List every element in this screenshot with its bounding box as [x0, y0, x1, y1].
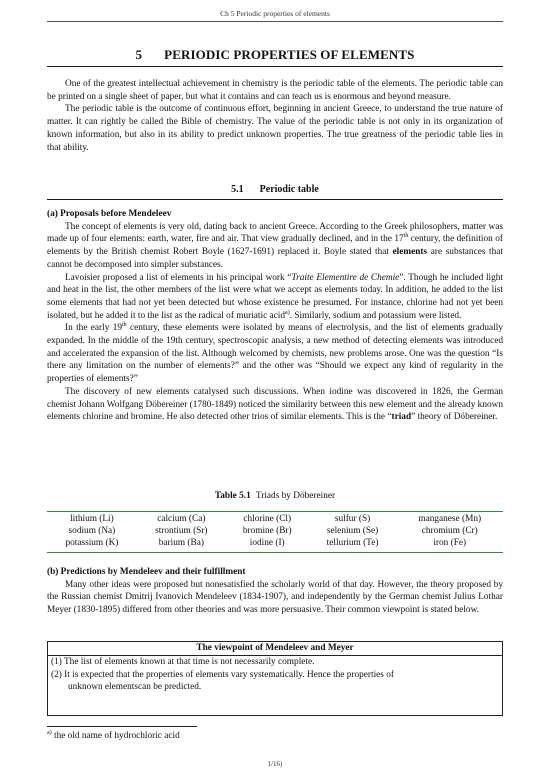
table-cell: bromine (Br)	[242, 526, 292, 537]
table-cell: tellurium (Te)	[326, 538, 379, 549]
subsection-a-heading: (a) Proposals before Mendeleev	[47, 209, 172, 219]
section-title: Periodic table	[259, 184, 319, 195]
chapter-number: 5	[135, 47, 143, 62]
intro-paragraph-1: One of the greatest intellectual achievement in chemistry is the periodic table of the elements. The periodic table can be printed on a single sheet of paper, but what it contains and can teach us is enormous and beyond measure.	[47, 79, 503, 102]
intro-paragraph-2: The periodic table is the outcome of continuous effort, beginning in ancient Greece, to understand the true nature of matter. It can rightly be called the Bible of chemistry. The value of the periodic table is not only in its organization of known information, but also in its ability to predict unknown properties. The true greatness of the periodic table lies in that ability.	[47, 104, 503, 153]
table-cell: manganese (Mn)	[418, 514, 482, 524]
subsection-a-text	[47, 208, 503, 424]
table-caption	[47, 491, 503, 501]
table-bottom-rule	[47, 552, 503, 553]
table-caption-text: Triads by Döbereiner	[255, 491, 336, 501]
subsection-b-paragraph-1: Many other ideas were proposed but nonesatisfied the scholarly world of that day. However, the theory proposed by the Russian chemist Dmitrij Ivanovich Mendeleev (1834-1907), and independently by the German chemist Julius Lothar Meyer (1830-1895) differed from other theories and was more persuasive. Their common viewpoint is stated below.	[47, 579, 503, 616]
chapter-title	[47, 47, 503, 63]
viewpoint-item-2: (2) It is expected that the properties of elements vary systematically. Hence the properties of	[51, 669, 394, 680]
table-cell: sulfur (S)	[334, 514, 371, 524]
section-number: 5.1	[231, 184, 244, 195]
subsection-a-paragraph-2: Lavoisier proposed a list of elements in his principal work “Traite Elementire de Chemie”. Though he included light and heat in the list, the other members of the list were what we accept as elements today. In addition, he added to the list some elements that had not yet been detected but whose existence he presumed. For instance, chlorine had not yet been isolated, but he added it to the list as the radical of muriatic acid$^{a)}$. Similarly, sodium and potassium were listed.	[47, 272, 503, 321]
chapter-title-text: PERIODIC PROPERTIES OF ELEMENTS	[164, 47, 415, 62]
footnote-rule	[47, 726, 197, 727]
viewpoint-item-1: (1) The list of elements known at that time is not necessarily complete.	[51, 657, 315, 667]
table-cell: strontium (Sr)	[155, 526, 208, 537]
table-cell: iodine (I)	[249, 538, 285, 549]
table-row	[47, 513, 503, 525]
subsection-b-text	[47, 566, 503, 617]
section-heading-5-1	[47, 184, 503, 195]
intro-text	[47, 78, 503, 154]
viewpoint-item-2-continued: unknown elementscan be predicted.	[68, 682, 202, 692]
table-cell: calcium (Ca)	[157, 514, 206, 524]
subsection-b-heading: (b) Predictions by Mendeleev and their fulfillment	[47, 567, 246, 577]
viewpoint-box-title: The viewpoint of Mendeleev and Meyer	[48, 642, 502, 656]
viewpoint-box	[47, 641, 503, 716]
table-row	[47, 537, 503, 549]
table-cell: iron (Fe)	[433, 538, 467, 549]
table-cell: chlorine (Cl)	[243, 514, 292, 524]
table-cell: lithium (Li)	[70, 514, 114, 524]
table-cell: selenium (Se)	[326, 526, 379, 537]
header-rule	[47, 21, 503, 22]
subsection-a-paragraph-1: The concept of elements is very old, dating back to ancient Greece. According to the Greek philosophers, matter was made up of four elements: earth, water, fire and air. That view gradually declined, and in the 17th century, the definition of elements by the British chemist Robert Boyle (1627-1691) replaced it. Boyle stated that elements are substances that cannot be decomposed into simpler substances.	[47, 221, 503, 270]
table-top-rule	[47, 511, 503, 512]
subsection-a-paragraph-3: In the early 19th century, these elements were isolated by means of electrolysis, and the list of elements gradually expanded. In the middle of the 19th century, spectroscopic analysis, a new method of detecting elements was introduced and accelerated the expansion of the list. Although welcomed by chemists, new problems arose. One was the question “Is there any limitation on the number of elements?” and the other was “Should we expect any kind of regularity in the properties of elements?”	[47, 322, 503, 385]
footnote-text: the old name of hydrochloric acid	[51, 731, 180, 741]
table-label: Table 5.1	[214, 491, 251, 501]
section-rule	[47, 199, 503, 200]
table-cell: chromium (Cr)	[421, 526, 478, 537]
running-head: Ch 5 Periodic properties of elements	[220, 9, 330, 18]
footnote	[47, 731, 503, 741]
table-cell: potassium (K)	[65, 538, 119, 549]
triads-table	[47, 513, 503, 550]
chapter-title-rule	[47, 66, 503, 67]
page-number: 1/16)	[267, 760, 283, 768]
footnote-marker: a)	[47, 729, 52, 736]
table-row	[47, 525, 503, 537]
table-cell: barium (Ba)	[158, 538, 204, 549]
table-cell: sodium (Na)	[68, 526, 116, 537]
subsection-a-paragraph-4: The discovery of new elements catalysed such discussions. When iodine was discovered in 1826, the German chemist Johann Wolfgang Döbereiner (1780-1849) noticed the similarity between this new element and the already known elements chlorine and bromine. He also detected other trios of similar elements. This is the “triad” theory of Döbereiner.	[47, 386, 503, 423]
